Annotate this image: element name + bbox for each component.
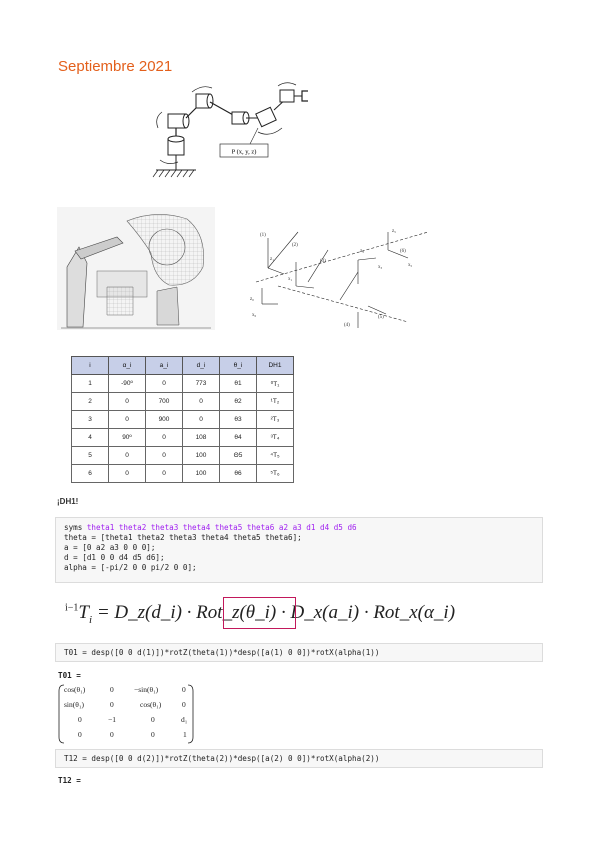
table-row	[72, 429, 294, 447]
formula-highlight-box	[223, 597, 296, 629]
table-cell: θ4	[220, 429, 257, 447]
table-row	[72, 465, 294, 483]
svg-text:x₅: x₅	[408, 263, 413, 268]
svg-text:z₅: z₅	[392, 229, 396, 234]
formula-superscript: i−1	[65, 602, 79, 614]
header-dh1: DH1	[257, 357, 294, 375]
robot-arm-diagram	[150, 82, 320, 182]
table-row	[72, 447, 294, 465]
svg-text:(4): (4)	[344, 323, 350, 328]
robot-workspace-illustration	[57, 207, 215, 330]
table-cell: 2	[72, 393, 109, 411]
matrix-cell: d₁	[181, 715, 188, 724]
svg-text:x₃: x₃	[378, 265, 383, 270]
table-row	[72, 375, 294, 393]
table-cell: 90º	[109, 429, 146, 447]
code-block-variables	[55, 517, 543, 583]
svg-text:z₁: z₁	[270, 257, 274, 262]
matrix-cell: −sin(θ₁)	[134, 685, 159, 694]
section-heading: ¡DH1!	[57, 497, 79, 506]
table-cell: 0	[109, 411, 146, 429]
table-cell: 4	[72, 429, 109, 447]
matrix-cell: 0	[110, 685, 114, 694]
table-cell: 1	[72, 375, 109, 393]
matrix-cell: 0	[110, 730, 114, 739]
table-cell: θ2	[220, 393, 257, 411]
table-header-row	[72, 357, 294, 375]
svg-text:(3): (3)	[320, 259, 326, 264]
table-cell: 3	[72, 411, 109, 429]
header-d: d_i	[183, 357, 220, 375]
matrix-cell: cos(θ₁)	[140, 700, 162, 709]
output-label-t01: T01 =	[58, 671, 81, 680]
table-cell: ⁰T₁	[257, 375, 294, 393]
matrix-cell: 0	[182, 685, 186, 694]
table-cell: ³T₄	[257, 429, 294, 447]
formula-rhs: = D_z(d_i) · Rot_z(θ_i) · D_x(a_i) · Rot_x(α_i)	[96, 602, 456, 623]
code-keyword: syms	[64, 523, 87, 532]
table-cell: 100	[183, 465, 220, 483]
code-line: alpha = [-pi/2 0 0 pi/2 0 0];	[64, 563, 197, 572]
table-cell: ¹T₂	[257, 393, 294, 411]
svg-text:z₀: z₀	[250, 297, 254, 302]
matrix-cell: 0	[110, 700, 114, 709]
table-cell: 108	[183, 429, 220, 447]
table-cell: 900	[146, 411, 183, 429]
table-row	[72, 393, 294, 411]
table-cell: 6	[72, 465, 109, 483]
matrix-cell: cos(θ₁)	[64, 685, 86, 694]
table-cell: 0	[146, 465, 183, 483]
matrix-cell: 0	[78, 730, 82, 739]
point-label: P (x, y, z)	[231, 148, 257, 156]
svg-text:(1): (1)	[260, 233, 266, 238]
table-cell: 0	[146, 375, 183, 393]
output-label-t12: T12 =	[58, 776, 81, 785]
matrix-t01	[58, 683, 198, 743]
table-cell: 0	[146, 447, 183, 465]
code-line	[64, 523, 534, 533]
table-cell: -90º	[109, 375, 146, 393]
code-line: d = [d1 0 0 d4 d5 d6];	[64, 553, 165, 562]
matrix-cell: 0	[78, 715, 82, 724]
svg-text:(5): (5)	[378, 315, 384, 320]
dh-parameter-table	[71, 356, 294, 483]
code-syms-vars: theta1 theta2 theta3 theta4 theta5 theta6 a2 a3 d1 d4 d5 d6	[86, 523, 357, 532]
table-cell: 0	[183, 411, 220, 429]
formula-subscript: i	[89, 613, 93, 626]
table-cell: 5	[72, 447, 109, 465]
matrix-cell: 1	[183, 730, 187, 739]
table-row	[72, 411, 294, 429]
svg-text:(2): (2)	[292, 243, 298, 248]
matrix-cell: 0	[151, 715, 155, 724]
matrix-cell: sin(θ₁)	[64, 700, 84, 709]
table-cell: θ6	[220, 465, 257, 483]
matrix-cell: 0	[151, 730, 155, 739]
table-cell: 100	[183, 447, 220, 465]
table-cell: Θ5	[220, 447, 257, 465]
table-cell: θ1	[220, 375, 257, 393]
table-cell: θ3	[220, 411, 257, 429]
table-cell: 0	[109, 447, 146, 465]
table-cell: ²T₃	[257, 411, 294, 429]
matrix-cell: 0	[182, 700, 186, 709]
svg-text:(6): (6)	[400, 249, 406, 254]
table-cell: ⁵T₆	[257, 465, 294, 483]
code-line: a = [0 a2 a3 0 0 0];	[64, 543, 156, 552]
page-title: Septiembre 2021	[58, 58, 173, 75]
table-cell: 0	[109, 393, 146, 411]
table-cell: 0	[146, 429, 183, 447]
code-block-t01	[55, 643, 543, 662]
code-line: theta = [theta1 theta2 theta3 theta4 theta5 theta6];	[64, 533, 302, 542]
code-block-t12	[55, 749, 543, 768]
header-i: i	[72, 357, 109, 375]
code-line: T01 = desp([0 0 d(1)])*rotZ(theta(1))*desp([a(1) 0 0])*rotX(alpha(1))	[64, 648, 380, 657]
code-line: T12 = desp([0 0 d(2)])*rotZ(theta(2))*desp([a(2) 0 0])*rotX(alpha(2))	[64, 754, 380, 763]
table-cell: 0	[183, 393, 220, 411]
svg-text:x₁: x₁	[288, 277, 293, 282]
dh-frames-diagram	[248, 222, 433, 332]
table-cell: 773	[183, 375, 220, 393]
header-alpha: α_i	[109, 357, 146, 375]
formula-lhs: T	[78, 602, 89, 623]
svg-text:x₀: x₀	[252, 313, 257, 318]
table-cell: 700	[146, 393, 183, 411]
header-theta: θ_i	[220, 357, 257, 375]
matrix-cell: −1	[108, 715, 116, 724]
header-a: a_i	[146, 357, 183, 375]
svg-text:z₃: z₃	[360, 249, 364, 254]
table-cell: 0	[109, 465, 146, 483]
table-cell: ⁴T₅	[257, 447, 294, 465]
